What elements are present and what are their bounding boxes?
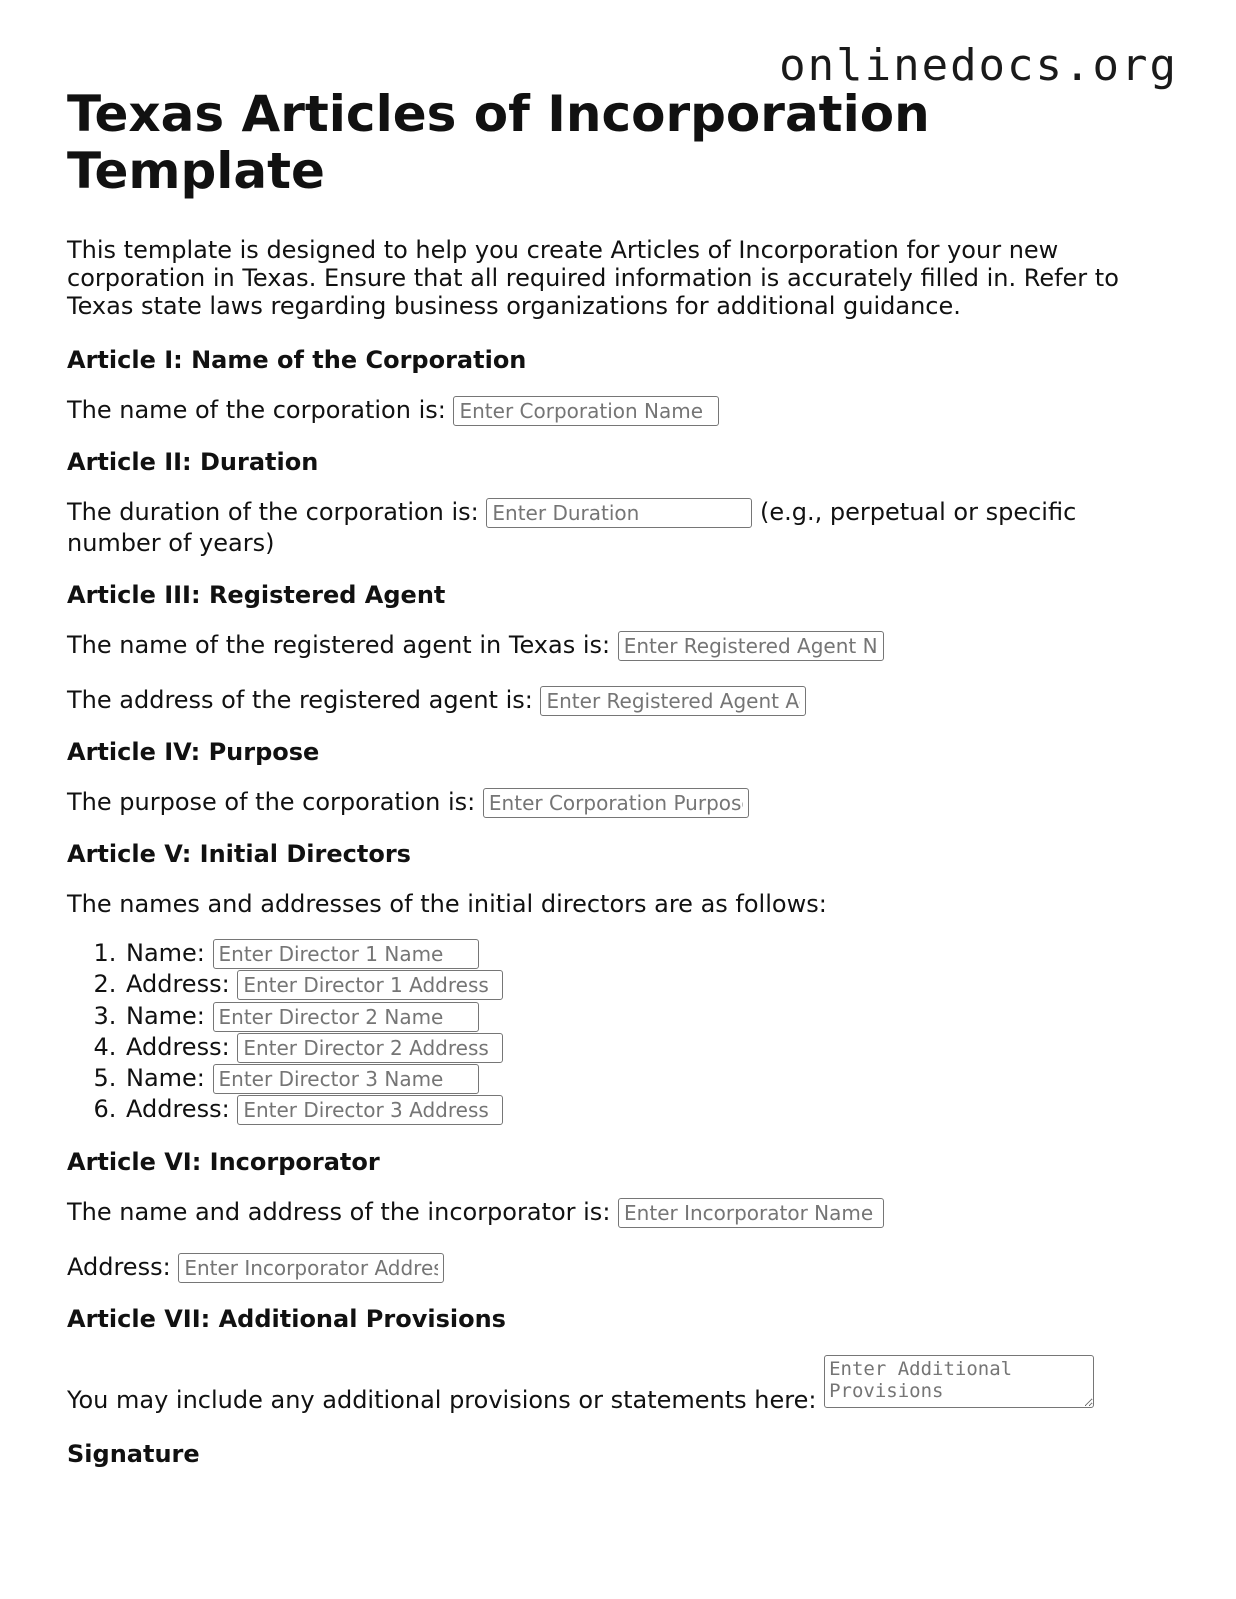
director-2-name-input[interactable]	[213, 1002, 479, 1032]
incorporator-address-input[interactable]	[178, 1253, 444, 1283]
article-4-heading: Article IV: Purpose	[67, 738, 320, 766]
corporation-name-input[interactable]	[453, 396, 719, 426]
directors-list	[67, 938, 1177, 1126]
corporation-purpose-input[interactable]	[483, 788, 749, 818]
document	[67, 86, 1177, 1468]
incorporator-text: The name and address of the incorporator is:	[67, 1197, 611, 1226]
director-3-address-label: Address:	[126, 1095, 230, 1124]
list-item	[124, 938, 1177, 969]
page-title: Texas Articles of Incorporation Template	[67, 85, 930, 200]
article-1-line	[67, 395, 1177, 426]
director-1-name-input[interactable]	[213, 939, 479, 969]
article-1-heading: Article I: Name of the Corporation	[67, 346, 527, 374]
registered-agent-address-input[interactable]	[540, 686, 806, 716]
incorporator-name-line	[67, 1197, 1177, 1228]
article-1-text: The name of the corporation is:	[67, 396, 446, 424]
article-6-heading: Article VI: Incorporator	[67, 1147, 380, 1176]
article-7-heading: Article VII: Additional Provisions	[67, 1304, 506, 1333]
article-5-text: The names and addresses of the initial directors are as follows:	[67, 890, 827, 918]
director-1-name-label: Name:	[126, 939, 205, 967]
director-2-address-input[interactable]	[237, 1033, 503, 1063]
director-1-address-label: Address:	[126, 970, 230, 999]
article-4-line	[67, 787, 1177, 818]
incorporator-address-line	[67, 1252, 1177, 1283]
director-3-name-label: Name:	[126, 1064, 205, 1093]
registered-agent-name-line	[67, 630, 1177, 661]
additional-provisions-textarea[interactable]	[824, 1355, 1094, 1408]
intro-paragraph: This template is designed to help you create Articles of Incorporation for your new corporation in Texas. Ensure that all required information is accurately filled in. Refer to Texas state laws regarding business organizations for additional guidance.	[67, 236, 1119, 320]
incorporator-name-input[interactable]	[618, 1198, 884, 1228]
registered-agent-address-text: The address of the registered agent is:	[67, 686, 533, 714]
list-item	[124, 1001, 1177, 1032]
article-2-heading: Article II: Duration	[67, 448, 319, 476]
article-2-text: The duration of the corporation is:	[67, 498, 479, 526]
additional-provisions-line	[67, 1355, 1177, 1416]
director-1-address-input[interactable]	[237, 970, 503, 1000]
additional-provisions-text: You may include any additional provisions or statements here:	[67, 1385, 817, 1414]
duration-input[interactable]	[486, 498, 752, 528]
article-3-heading: Article III: Registered Agent	[67, 581, 446, 609]
article-2-line	[67, 497, 1177, 559]
registered-agent-name-text: The name of the registered agent in Texas is:	[67, 631, 611, 659]
signature-heading: Signature	[67, 1439, 200, 1468]
incorporator-address-label: Address:	[67, 1252, 171, 1281]
list-item	[124, 969, 1177, 1000]
article-5-heading: Article V: Initial Directors	[67, 840, 411, 868]
article-4-text: The purpose of the corporation is:	[67, 788, 476, 816]
list-item	[124, 1032, 1177, 1063]
list-item	[124, 1063, 1177, 1094]
director-3-address-input[interactable]	[237, 1095, 503, 1125]
watermark: onlinedocs.org	[779, 40, 1178, 91]
additional-provisions-wrapper	[824, 1355, 1094, 1416]
director-3-name-input[interactable]	[213, 1064, 479, 1094]
director-2-name-label: Name:	[126, 1001, 205, 1030]
duration-note: (e.g., perpetual or specific number of years)	[67, 498, 1077, 557]
registered-agent-address-line	[67, 685, 1177, 716]
director-2-address-label: Address:	[126, 1032, 230, 1061]
list-item	[124, 1094, 1177, 1125]
registered-agent-name-input[interactable]	[618, 631, 884, 661]
